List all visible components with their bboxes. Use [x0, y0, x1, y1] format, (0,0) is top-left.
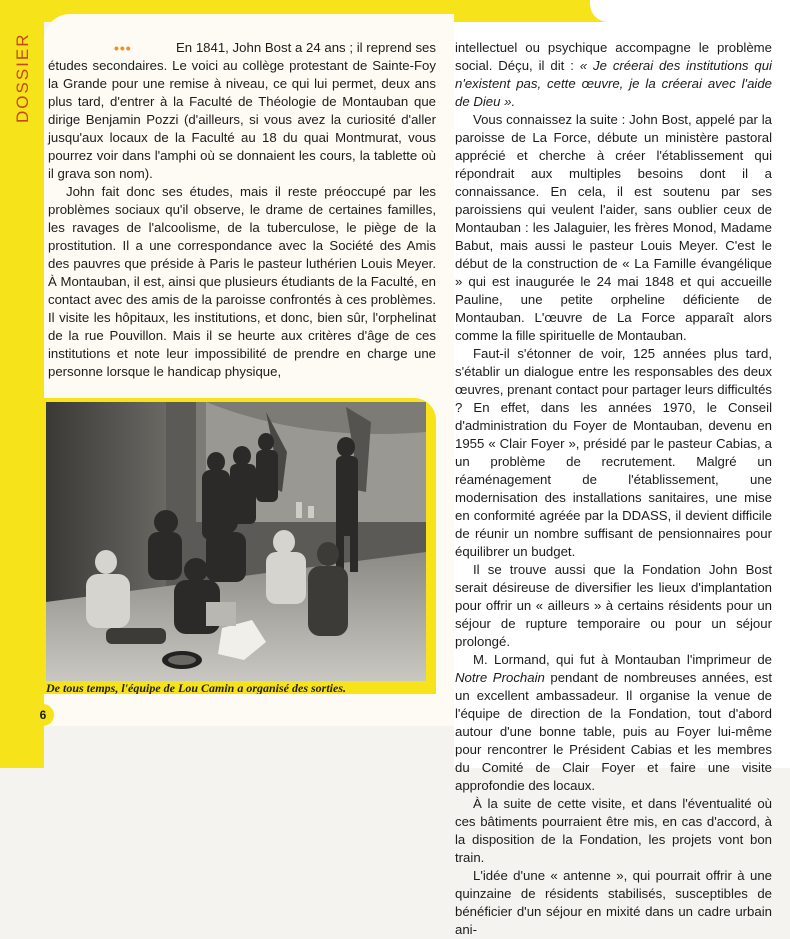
photo-frame [42, 398, 436, 694]
bullet-dots: ••• [114, 40, 132, 56]
paragraph-text: M. Lormand, qui fut à Montauban l'imprimeur de [473, 652, 772, 667]
publication-title: Notre Prochain [455, 670, 545, 685]
paragraph: L'idée d'une « antenne », qui pourrait offrir à une quinzaine de résidents stabilisés, susceptibles de bénéficier d'un séjour en mixité dans un cadre urbain ani- [455, 868, 772, 937]
paragraph-text: intellectuel ou psychique accompagne le problème social. Déçu, il dit : [455, 40, 772, 73]
photo-illustration [46, 402, 426, 681]
paragraph [455, 39, 772, 111]
text-column-left [48, 39, 436, 381]
paragraph: Il se trouve aussi que la Fondation John Bost serait désireuse de diversifier les lieux d'implantation pour offrir un « ailleurs » à certains résidents pour un séjour de rupture temporaire ou pour un séjour prolongé. [455, 562, 772, 649]
paragraph: Vous connaissez la suite : John Bost, appelé par la paroisse de La Force, débute un ministère pastoral apprécié et cherche à créer l'établissement qui répondrait aux multiples besoins dont il a connaissance. En cela, il est soutenu par ses paroissiens qui veulent l'aider, sans oublier ceux de Montauban : les Jalaguier, les frères Monod, Madame Babut, mais aussi le pasteur Louis Meyer. C'est le début de la construction de « La Famille évangélique » qui est inaugurée le 24 mai 1848 et qui accueille Pauline, une petite orpheline déficiente de Montauban. L'œuvre de La Force apparaît alors comme la fille spirituelle de Montauban. [455, 112, 772, 343]
group-photo [46, 402, 426, 681]
photo-caption: De tous temps, l'équipe de Lou Camin a organisé des sorties. [46, 681, 347, 694]
paragraph: En 1841, John Bost a 24 ans ; il reprend ses études secondaires. Le voici au collège protestant de Sainte-Foy la Grande pour une remise à niveau, ce qui lui permet, deux ans plus tard, d'entrer à la Faculté de Théologie de Montauban que dirige Benjamin Pozzi (d'ailleurs, si vous avez la curiosité d'aller jusqu'aux locaux de la Faculté au 18 du quai Montmurat, vous pourrez voir dans l'amphi où se donnaient les cours, la tablette où il grava son nom). [48, 40, 436, 181]
section-label: DOSSIER [13, 32, 32, 124]
paragraph-text: pendant de nombreuses années, est un excellent ambassadeur. Il organise la venue de l'équipe de direction de la Fondation, tout d'abord autour d'une bonne table, puis au Foyer lui-même pour rencontrer le Président Cabias et les membres du Comité de Clair Foyer et faire une visite approfondie des locaux. [455, 670, 772, 793]
page-number: 6 [32, 704, 54, 726]
paragraph: John fait donc ses études, mais il reste préoccupé par les problèmes sociaux qu'il observe, le drame de certaines familles, les ravages de l'alcoolisme, de la tuberculose, le piège de la prostitution. Il a une correspondance avec la Société des Amis des pauvres que préside à Paris le pasteur luthérien Louis Meyer. À Montauban, il est, ainsi que plusieurs étudiants de la Faculté, en contact avec des amis de la paroisse confrontés à ces problèmes. Il visite les hôpitaux, les institutions, et donc, bien sûr, l'orphelinat de la rue Pouvillon. Mais il se heurte aux critères d'âge de ces institutions et note leur impossibilité de prendre en charge une personne lorsque le handicap physique, [48, 184, 436, 379]
paragraph: Faut-il s'étonner de voir, 125 années plus tard, s'établir un dialogue entre les responsables des deux œuvres, prenant contact pour partager leurs difficultés ? En effet, dans les années 1970, le Conseil d'administration du Foyer de Montauban, devenu en 1955 « Clair Foyer », présidé par le pasteur Cabias, a un problème de recrutement. Malgré un réaménagement de l'établissement, une modernisation des installations sanitaires, une mise en conformité agréée par la DDASS, il devient difficile de réunir un nombre suffisant de pensionnaires pour équilibrer un budget. [455, 346, 772, 559]
paragraph [455, 651, 772, 795]
paragraph: À la suite de cette visite, et dans l'éventualité où ces bâtiments pourraient être mis, en cas d'accord, à la disposition de la Fondation, les projets vont bon train. [455, 796, 772, 865]
quote: « Je créerai des institutions qui n'existent pas, cette œuvre, je la créerai avec l'aide de Dieu ». [455, 58, 772, 109]
text-column-right [455, 39, 772, 939]
